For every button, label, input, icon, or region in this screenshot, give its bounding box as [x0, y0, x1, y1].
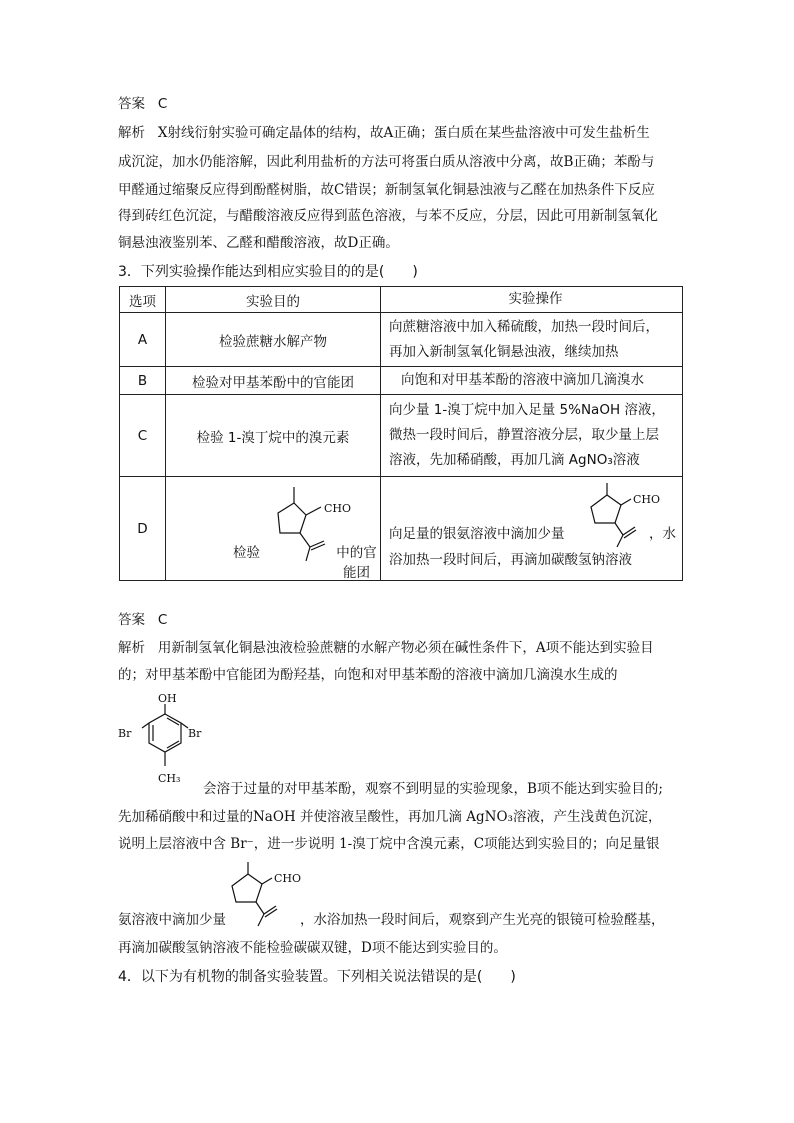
- goal-suffix: 中的官能团: [336, 545, 377, 581]
- header-operation: 实验操作: [381, 287, 683, 313]
- operation-suffix: 浴加热一段时间后，再滴加碳酸氢钠溶液: [389, 552, 632, 568]
- analysis-line-1: [118, 640, 654, 657]
- ch3-label: CH₃: [158, 772, 181, 785]
- experiment-table: [119, 286, 683, 581]
- analysis-line-5: 铜悬浊液鉴别苯、乙醛和醋酸溶液，故D正确。: [118, 235, 399, 251]
- analysis-line-7: 再滴加碳酸氢钠溶液不能检验碳碳双键，D项不能达到实验目的。: [118, 940, 507, 956]
- row-option: B: [120, 367, 166, 395]
- row-goal: [166, 477, 381, 581]
- operation-line: 溶液，先加稀硝酸，再加几滴 AgNO₃溶液: [389, 452, 640, 468]
- operation-line: 微热一段时间后，静置溶液分层，取少量上层: [389, 427, 659, 443]
- analysis-text: X射线衍射实验可确定晶体的结构，故A正确；蛋白质在某些盐溶液中可发生盐析生: [157, 125, 650, 141]
- analysis-text: 用新制氢氧化铜悬浊液检验蔗糖的水解产物必须在碱性条件下，A项不能达到实验目: [157, 640, 654, 656]
- row-operation: [381, 395, 683, 477]
- analysis-line-5: 说明上层溶液中含 Br⁻，进一步说明 1-溴丁烷中含溴元素，C项能达到实验目的；向足量银: [118, 836, 660, 852]
- analysis-line-2: 的；对甲基苯酚中官能团为酚羟基，向饱和对甲基苯酚的溶液中滴加几滴溴水生成的: [118, 667, 618, 683]
- analysis-line-3: 会溶于过量的对甲基苯酚，观察不到明显的实验现象，B项不能达到实验目的;: [203, 781, 663, 797]
- row-operation: [381, 477, 683, 581]
- operation-line: 向少量 1-溴丁烷中加入足量 5%NaOH 溶液，: [389, 402, 665, 418]
- row-option: D: [120, 477, 166, 581]
- br-right-label: Br: [188, 727, 202, 740]
- question-3-title: 3．下列实验操作能达到相应实验目的的是( ): [118, 264, 418, 280]
- analysis-line-1: [118, 125, 650, 142]
- dibromo-methylphenol-structure: [118, 690, 213, 792]
- goal-prefix: 检验: [233, 545, 260, 561]
- cyclopentane-aldehyde-structure: [581, 483, 681, 563]
- row-operation: [381, 313, 683, 367]
- table-row: [120, 313, 683, 367]
- cho-label: CHO: [324, 502, 352, 515]
- analysis-line-4: 先加稀硝酸中和过量的NaOH 并使溶液呈酸性，再加几滴 AgNO₃溶液，产生浅黄色沉淀，: [118, 809, 662, 825]
- answer-value: C: [157, 612, 168, 628]
- table-row: [120, 477, 683, 581]
- analysis-label: 解析: [118, 640, 145, 656]
- answer-line: [118, 612, 167, 629]
- operation-line: 向饱和对甲基苯酚的溶液中滴加几滴溴水: [401, 372, 644, 388]
- row-option: A: [120, 313, 166, 367]
- cho-label: CHO: [274, 872, 302, 885]
- header-option: 选项: [120, 287, 166, 313]
- analysis-line-6-suffix: ，水浴加热一段时间后，观察到产生光亮的银镜可检验醛基，: [300, 912, 665, 928]
- oh-label: OH: [158, 692, 177, 705]
- answer-value: C: [157, 96, 168, 112]
- table-row: [120, 395, 683, 477]
- row-goal: 检验对甲基苯酚中的官能团: [166, 367, 381, 395]
- row-option: C: [120, 395, 166, 477]
- answer-line: [118, 96, 167, 113]
- br-left-label: Br: [118, 727, 132, 740]
- row-goal: 检验 1-溴丁烷中的溴元素: [166, 395, 381, 477]
- analysis-line-6-prefix: 氨溶液中滴加少量: [118, 912, 226, 928]
- analysis-label: 解析: [118, 125, 145, 141]
- analysis-line-4: 得到砖红色沉淀，与醋酸溶液反应得到蓝色溶液，与苯不反应，分层，因此可用新制氢氧化: [118, 208, 658, 224]
- analysis-line-2: 成沉淀，加水仍能溶解，因此利用盐析的方法可将蛋白质从溶液中分离，故B正确；苯酚与: [118, 154, 655, 170]
- operation-prefix: 向足量的银氨溶液中滴加少量: [389, 526, 565, 542]
- question-4-title: 4．以下为有机物的制备实验装置。下列相关说法错误的是( ): [118, 969, 516, 985]
- operation-mid: ，水: [649, 526, 676, 542]
- cho-label: CHO: [633, 493, 661, 506]
- analysis-line-3: 甲醛通过缩聚反应得到酚醛树脂，故C错误；新制氢氧化铜悬浊液与乙醛在加热条件下反应: [118, 182, 655, 198]
- row-operation: [381, 367, 683, 395]
- row-goal: 检验蔗糖水解产物: [166, 313, 381, 367]
- header-goal: 实验目的: [166, 287, 381, 313]
- answer-label: 答案: [118, 612, 145, 628]
- table-header-row: [120, 287, 683, 313]
- table-row: [120, 367, 683, 395]
- operation-line: 再加入新制氢氧化铜悬浊液，继续加热: [389, 343, 619, 360]
- operation-line: 向蔗糖溶液中加入稀硫酸，加热一段时间后，: [389, 318, 659, 335]
- cyclopentane-aldehyde-structure: [258, 483, 378, 563]
- answer-label: 答案: [118, 96, 145, 112]
